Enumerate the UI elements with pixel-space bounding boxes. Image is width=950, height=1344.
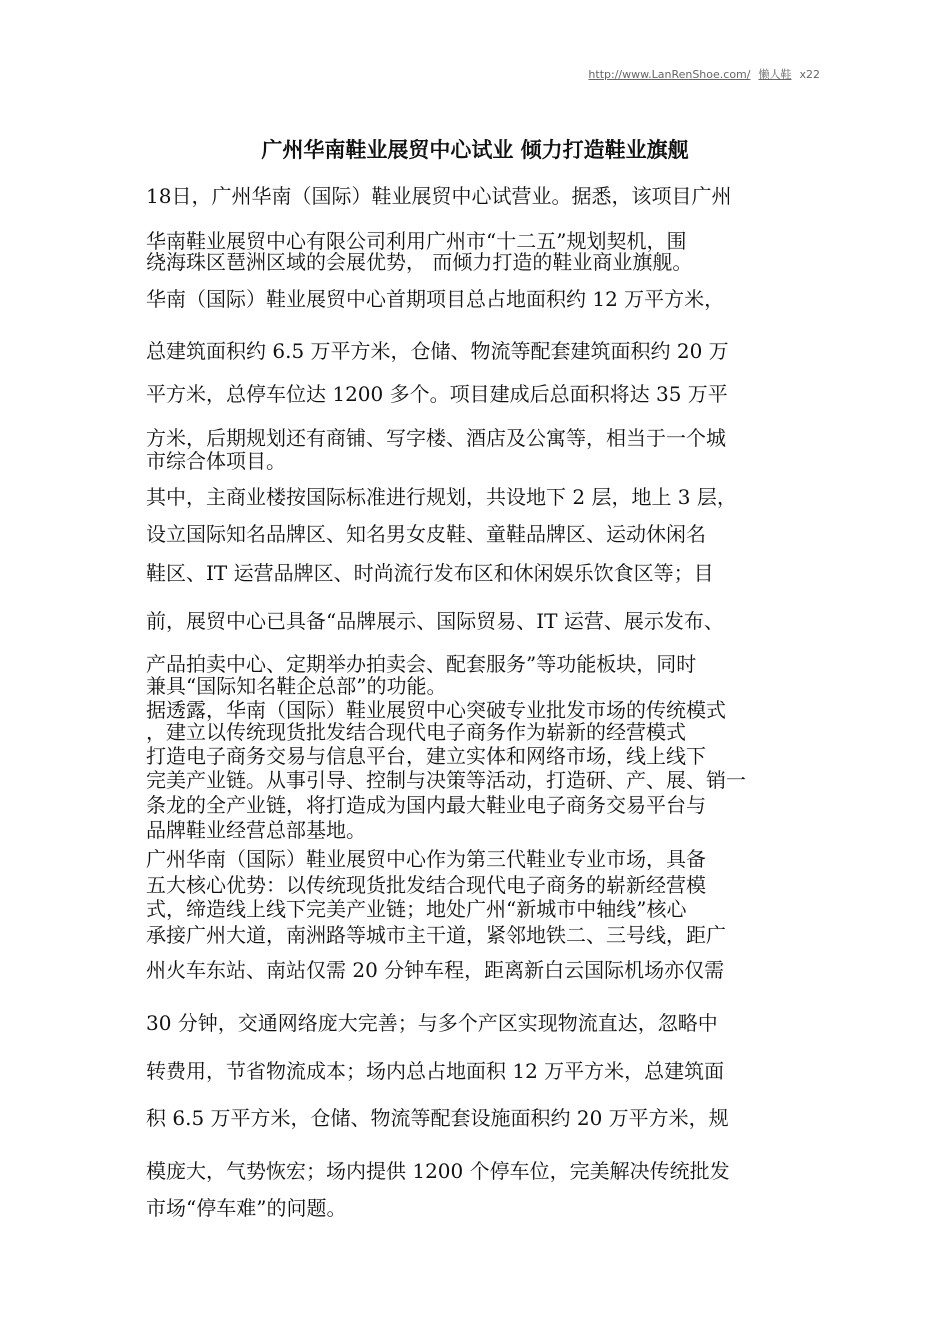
paragraph-line: 方米，后期规划还有商铺、写字楼、酒店及公寓等，相当于一个城 [146,426,726,450]
paragraph-line: 30 分钟，交通网络庞大完善；与多个产区实现物流直达，忽略中 [146,1011,718,1035]
paragraph-line: 式，缔造线上线下完美产业链；地处广州“新城市中轴线”核心 [146,897,687,921]
paragraph-line: 积 6.5 万平方米，仓储、物流等配套设施面积约 20 万平方米，规 [146,1106,729,1130]
paragraph-line: 兼具“国际知名鞋企总部”的功能。 [146,674,447,698]
paragraph-line: 州火车东站、南站仅需 20 分钟车程，距离新白云国际机场亦仅需 [146,958,725,982]
paragraph-line: 转费用，节省物流成本；场内总占地面积 12 万平方米，总建筑面 [146,1059,725,1083]
paragraph-line: 绕海珠区琶洲区域的会展优势， 而倾力打造的鞋业商业旗舰。 [146,250,693,274]
paragraph-line: 模庞大，气势恢宏；场内提供 1200 个停车位，完美解决传统批发 [146,1159,730,1183]
paragraph-line: 打造电子商务交易与信息平台，建立实体和网络市场，线上线下 [146,744,706,768]
paragraph-line: 条龙的全产业链，将打造成为国内最大鞋业电子商务交易平台与 [146,793,706,817]
site-name-link[interactable]: 懒人鞋 [758,68,792,81]
paragraph-line: 产品拍卖中心、定期举办拍卖会、配套服务”等功能板块，同时 [146,652,697,676]
page-header [588,66,820,82]
paragraph-line: 广州华南（国际）鞋业展贸中心作为第三代鞋业专业市场，具备 [146,847,706,871]
paragraph-line: 品牌鞋业经营总部基地。 [146,818,366,842]
paragraph-line: ，建立以传统现货批发结合现代电子商务作为崭新的经营模式 [146,720,686,744]
paragraph-line: 据透露，华南（国际）鞋业展贸中心突破专业批发市场的传统模式 [146,698,726,722]
paragraph-line: 市场“停车难”的问题。 [146,1196,347,1220]
paragraph-line: 18日，广州华南（国际）鞋业展贸中心试营业。据悉，该项目广州 [146,184,732,208]
paragraph-line: 承接广州大道，南洲路等城市主干道，紧邻地铁二、三号线，距广 [146,923,726,947]
paragraph-line: 鞋区、IT 运营品牌区、时尚流行发布区和休闲娱乐饮食区等；目 [146,561,714,585]
paragraph-line: 其中，主商业楼按国际标准进行规划，共设地下 2 层，地上 3 层， [146,485,737,509]
page-code: x22 [799,68,820,81]
site-url-link[interactable]: http://www.LanRenShoe.com/ [588,68,751,81]
paragraph-line: 前，展贸中心已具备“品牌展示、国际贸易、IT 运营、展示发布、 [146,609,724,633]
paragraph-line: 华南（国际）鞋业展贸中心首期项目总占地面积约 12 万平方米， [146,287,725,311]
paragraph-line: 华南鞋业展贸中心有限公司利用广州市“十二五”规划契机，围 [146,229,687,253]
paragraph-line: 市综合体项目。 [146,449,286,473]
paragraph-line: 完美产业链。从事引导、控制与决策等活动，打造研、产、展、销一 [146,768,746,792]
paragraph-line: 总建筑面积约 6.5 万平方米，仓储、物流等配套建筑面积约 20 万 [146,339,729,363]
paragraph-line: 平方米，总停车位达 1200 多个。项目建成后总面积将达 35 万平 [146,382,728,406]
paragraph-line: 设立国际知名品牌区、知名男女皮鞋、童鞋品牌区、运动休闲名 [146,522,706,546]
article-title: 广州华南鞋业展贸中心试业 倾力打造鞋业旗舰 [261,138,689,162]
paragraph-line: 五大核心优势：以传统现货批发结合现代电子商务的崭新经营模 [146,873,706,897]
